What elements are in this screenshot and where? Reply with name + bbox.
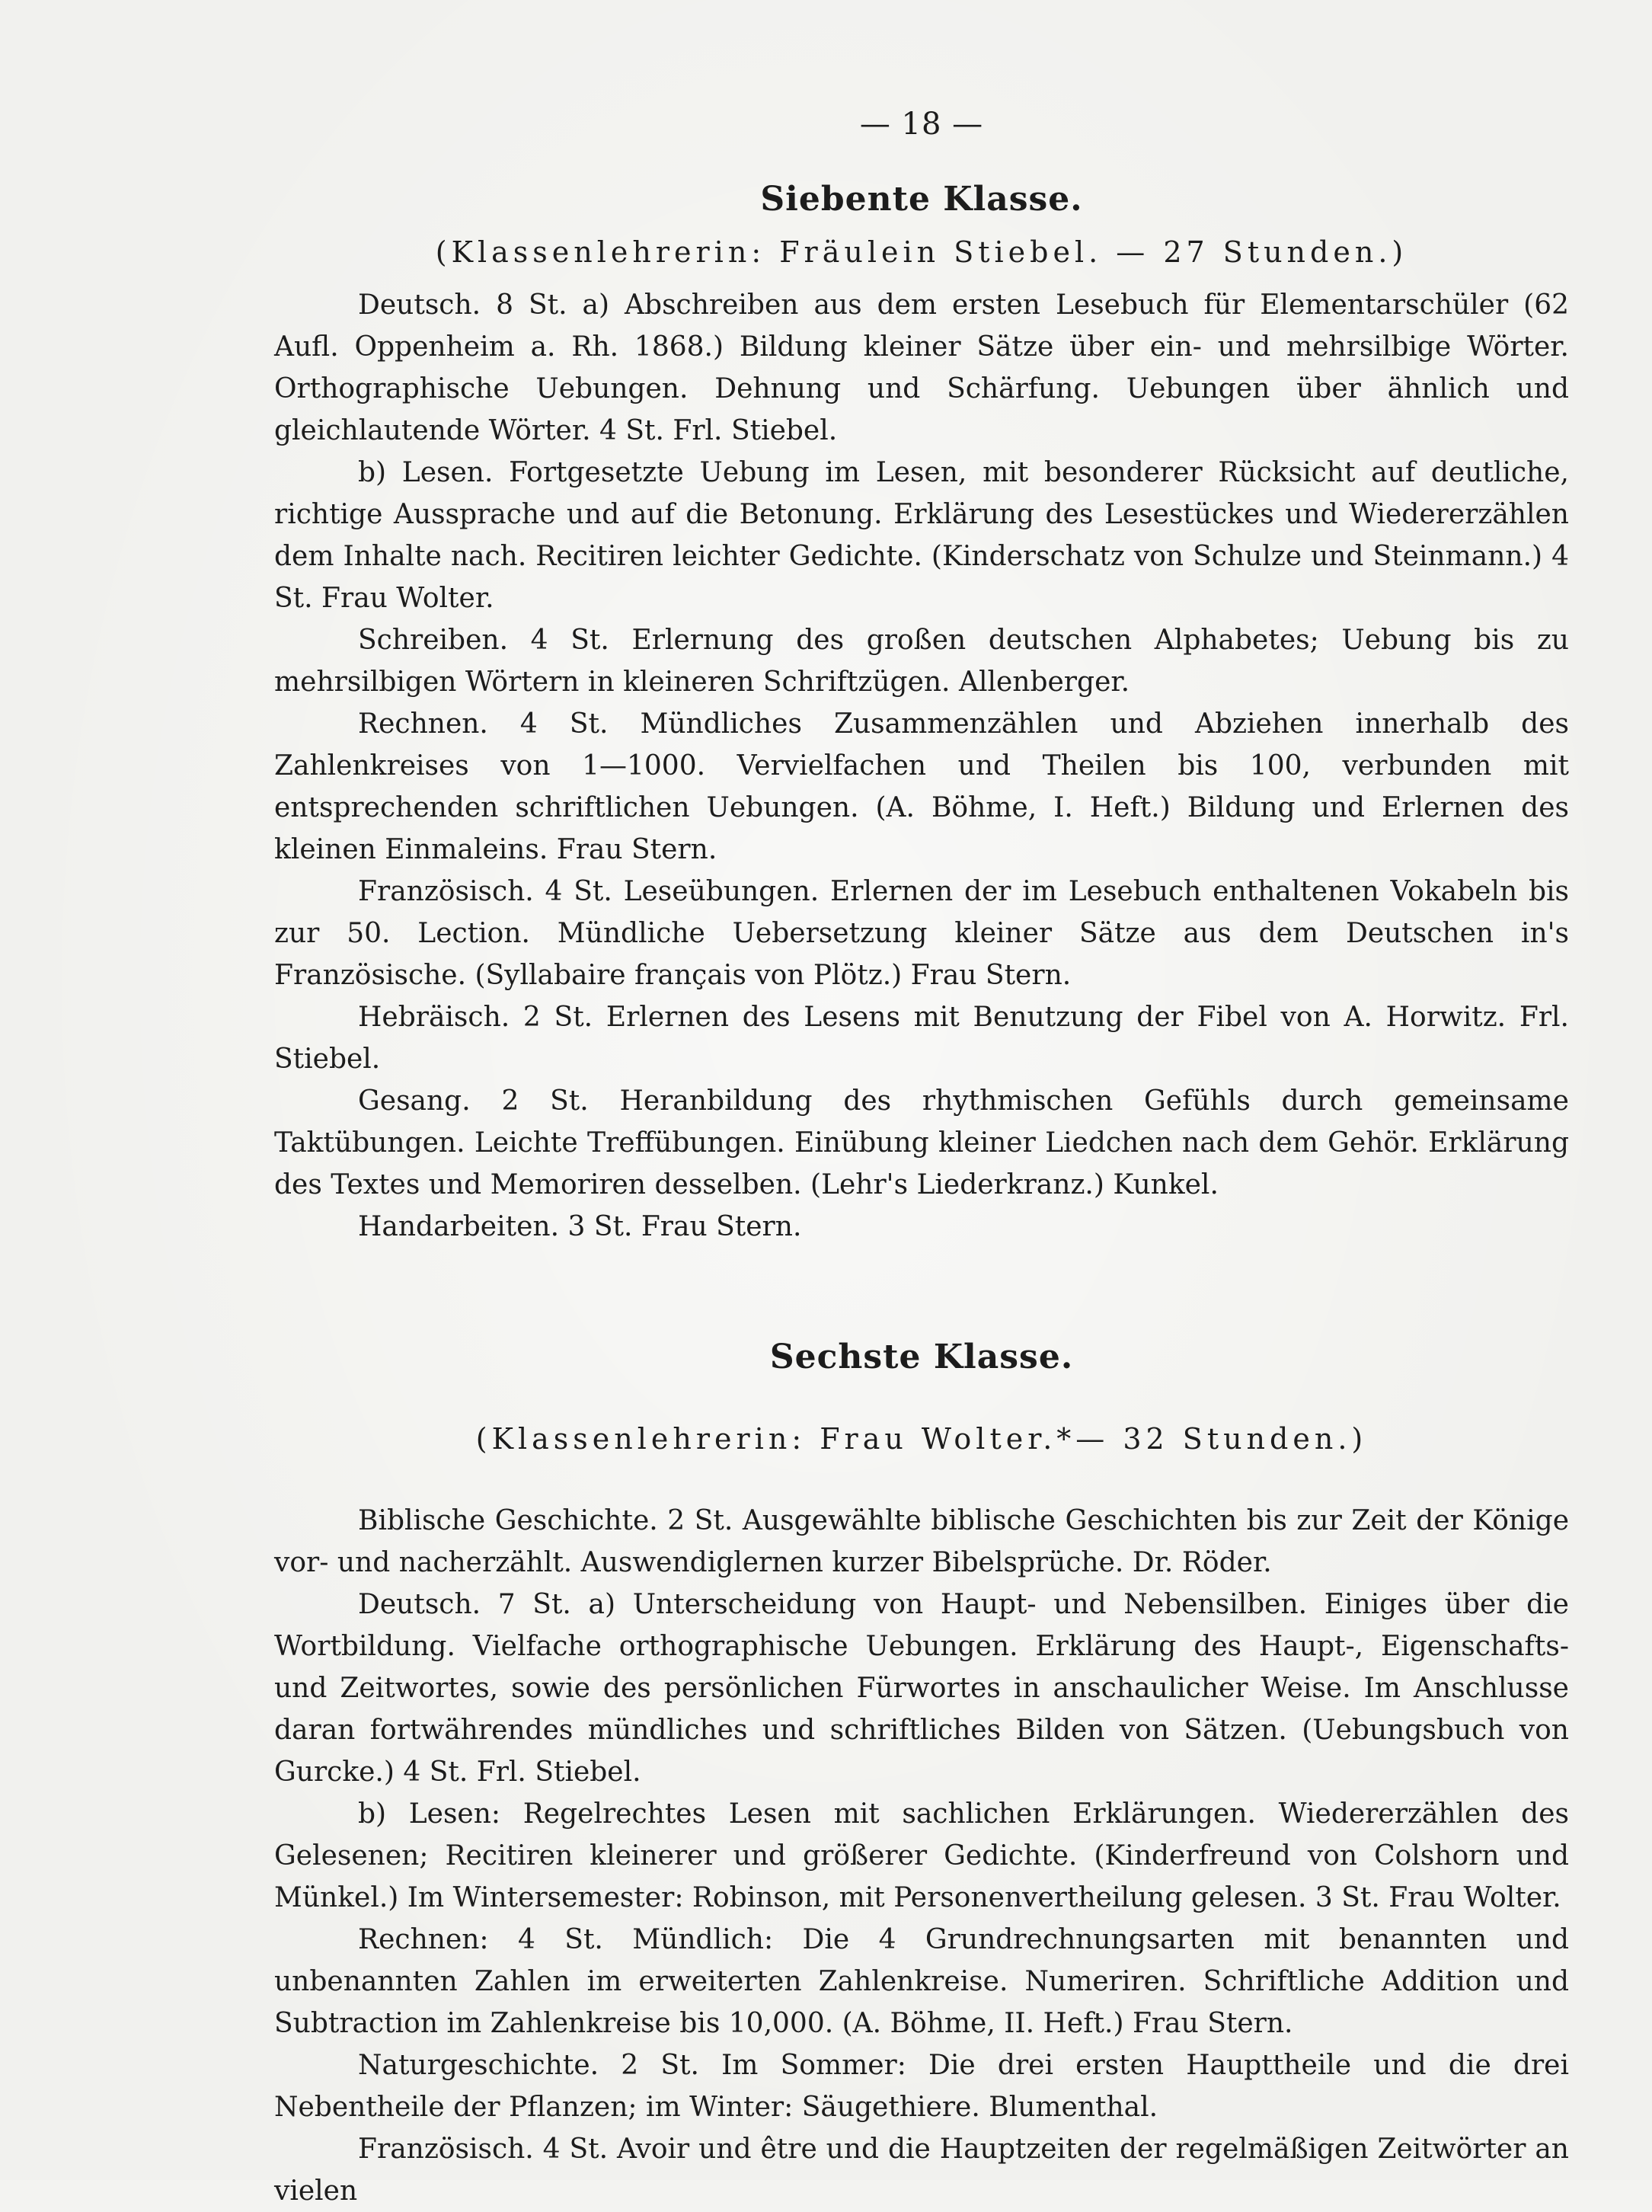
paragraph-handarbeiten-7: Handarbeiten. 3 St. Frau Stern. — [358, 1211, 802, 1242]
paragraph-franzoesisch-6: Französisch. 4 St. Avoir und être und die Hauptzeiten der regelmäßigen Zeitwörter an vielen — [274, 2134, 1569, 2207]
paragraph-schreiben-7: Schreiben. 4 St. Erlernung des großen deutschen Alphabetes; Uebung bis zu mehrsilbigen Wörtern in kleineren Schriftzügen. Allenberger. — [274, 625, 1569, 698]
paragraph-naturgeschichte-6: Naturgeschichte. 2 St. Im Sommer: Die drei ersten Haupttheile und die drei Nebentheile der Pflanzen; im Winter: Säugethiere. Blumenthal. — [274, 2050, 1569, 2123]
page-text — [274, 107, 1569, 2212]
page-number: — 18 — — [859, 107, 984, 142]
paragraph-rechnen-6: Rechnen: 4 St. Mündlich: Die 4 Grundrechnungsarten mit benannten und unbenannten Zahlen im erweiterten Zahlenkreise. Numeriren. Schriftliche Addition und Subtraction im Zahlenkreise bis 10,000. (A. Böhme, II. Heft.) Frau Stern. — [274, 1924, 1569, 2039]
paragraph-biblische-geschichte-6: Biblische Geschichte. 2 St. Ausgewählte biblische Geschichten bis zur Zeit der Könige vor- und nacherzählt. Auswendiglernen kurzer Bibelsprüche. Dr. Röder. — [274, 1505, 1569, 1578]
paragraph-lesen-7: b) Lesen. Fortgesetzte Uebung im Lesen, mit besonderer Rücksicht auf deutliche, richtige Aussprache und auf die Betonung. Erklärung des Lesestückes und Wiedererzählen dem Inhalte nach. Recitiren leichter Gedichte. (Kinderschatz von Schulze und Steinmann.) 4 St. Frau Wolter. — [274, 457, 1569, 614]
teacher-line-sechste: (Klassenlehrerin: Frau Wolter.*— 32 Stunden.) — [475, 1422, 1368, 1456]
paragraph-deutsch-6: Deutsch. 7 St. a) Unterscheidung von Haupt- und Nebensilben. Einiges über die Wortbildung. Vielfache orthographische Uebungen. Erklärung des Haupt-, Eigenschafts- und Zeitwortes, sowie des persönlichen Fürwortes in anschaulicher Weise. Im Anschlusse daran fortwährendes mündliches und schriftliches Bilden von Sätzen. (Uebungsbuch von Gurcke.) 4 St. Frl. Stiebel. — [274, 1589, 1569, 1788]
teacher-spacer — [274, 1471, 1569, 1500]
section-title-siebente: Siebente Klasse. — [760, 180, 1083, 219]
section-spacer — [274, 1248, 1569, 1338]
section-title-sechste: Sechste Klasse. — [769, 1338, 1074, 1376]
paragraph-franzoesisch-7: Französisch. 4 St. Leseübungen. Erlernen der im Lesebuch enthaltenen Vokabeln bis zur 50. Lection. Mündliche Uebersetzung kleiner Sätze aus dem Deutschen in's Französische. (Syllabaire français von Plötz.) Frau Stern. — [274, 876, 1569, 991]
paragraph-lesen-6: b) Lesen: Regelrechtes Lesen mit sachlichen Erklärungen. Wiedererzählen des Gelesenen; Recitiren kleinerer und größerer Gedichte. (Kinderfreund von Colshorn und Münkel.) Im Wintersemester: Robinson, mit Personenvertheilung gelesen. 3 St. Frau Wolter. — [274, 1798, 1569, 1913]
paragraph-deutsch-7: Deutsch. 8 St. a) Abschreiben aus dem ersten Lesebuch für Elementarschüler (62 Aufl. Oppenheim a. Rh. 1868.) Bildung kleiner Sätze über ein- und mehrsilbige Wörter. Orthographische Uebungen. Dehnung und Schärfung. Uebungen über ähnlich und gleichlautende Wörter. 4 St. Frl. Stiebel. — [274, 289, 1569, 446]
paragraph-gesang-7: Gesang. 2 St. Heranbildung des rhythmischen Gefühls durch gemeinsame Taktübungen. Leichte Treffübungen. Einübung kleiner Liedchen nach dem Gehör. Erklärung des Textes und Memoriren desselben. (Lehr's Liederkranz.) Kunkel. — [274, 1085, 1569, 1200]
paragraph-hebraeisch-7: Hebräisch. 2 St. Erlernen des Lesens mit Benutzung der Fibel von A. Horwitz. Frl. Stiebel. — [274, 1002, 1569, 1075]
teacher-line-siebente: (Klassenlehrerin: Fräulein Stiebel. — 27 Stunden.) — [435, 235, 1408, 269]
paragraph-rechnen-7: Rechnen. 4 St. Mündliches Zusammenzählen und Abziehen innerhalb des Zahlenkreises von 1—1000. Vervielfachen und Theilen bis 100, verbunden mit entsprechenden schriftlichen Uebungen. (A. Böhme, I. Heft.) Bildung und Erlernen des kleinen Einmaleins. Frau Stern. — [274, 708, 1569, 865]
title-spacer — [274, 1393, 1569, 1422]
